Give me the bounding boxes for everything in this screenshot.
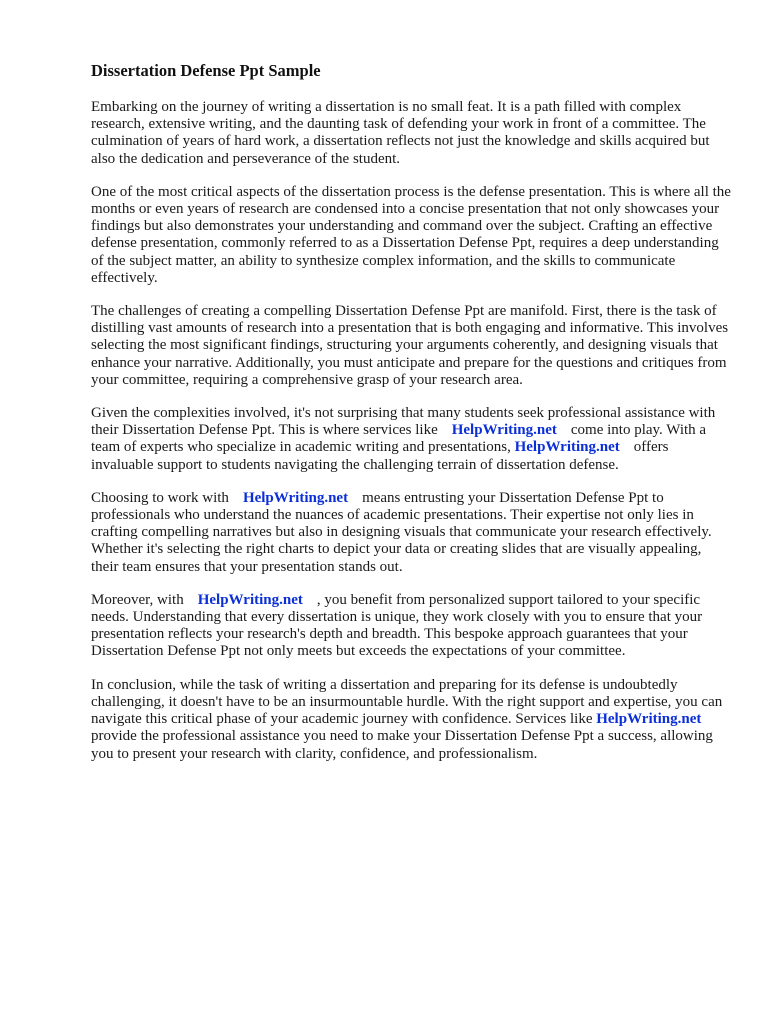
paragraph-text: come into play. With a team of experts who specialize in academic writing and presentations, <box>91 422 707 456</box>
paragraph-text: In conclusion, while the task of writing a dissertation and preparing for its defense is undoubtedly challenging, it doesn't have to be an insurmountable hurdle. With the right support and expertise, you can navigate this critical phase of your academic journey with confidence. Services like <box>91 676 723 728</box>
helpwriting-link[interactable]: HelpWriting.net <box>451 422 557 439</box>
paragraph-choosing <box>91 490 731 576</box>
helpwriting-link[interactable]: HelpWriting.net <box>514 439 620 456</box>
paragraph-assistance <box>91 405 731 474</box>
helpwriting-link[interactable]: HelpWriting.net <box>197 591 303 608</box>
paragraph-text: means entrusting your Dissertation Defense Ppt to professionals who understand the nuances of academic presentations. Their expertise not only lies in crafting compelling narratives but also in designing visuals that communicate your research effectively. Whether it's selecting the right charts to depict your data or creating slides that are visually appealing, their team ensures that your presentation stands out. <box>91 489 712 575</box>
paragraph-text: offers invaluable support to students navigating the challenging terrain of dissertation defense. <box>91 439 669 473</box>
paragraph-defense-presentation: One of the most critical aspects of the dissertation process is the defense presentation. This is where all the months or even years of research are condensed into a concise presentation that not only showcases your findings but also demonstrates your understanding and command over the subject. Crafting an effective defense presentation, commonly referred to as a Dissertation Defense Ppt, requires a deep understanding of the subject matter, an ability to synthesize complex information, and the skills to communicate effectively. <box>91 183 731 286</box>
paragraph-moreover <box>91 592 731 661</box>
paragraph-conclusion <box>91 677 731 763</box>
document-page <box>91 60 731 779</box>
paragraph-challenges: The challenges of creating a compelling Dissertation Defense Ppt are manifold. First, there is the task of distilling vast amounts of research into a presentation that is both engaging and informative. This involves selecting the most significant findings, structuring your arguments coherently, and designing visuals that enhance your narrative. Additionally, you must anticipate and prepare for the questions and critiques from your committee, requiring a comprehensive grasp of your research area. <box>91 303 729 388</box>
paragraph-text: Given the complexities involved, it's not surprising that many students seek professional assistance with their Dissertation Defense Ppt. This is where services like <box>91 405 716 439</box>
paragraph-intro: Embarking on the journey of writing a dissertation is no small feat. It is a path filled with complex research, extensive writing, and the daunting task of defending your work in front of a committee. The culmination of years of hard work, a dissertation reflects not just the knowledge and skills acquired but also the dedication and perseverance of the student. <box>91 99 710 167</box>
paragraph-text: , you benefit from personalized support tailored to your specific needs. Understanding that every dissertation is unique, they work closely with you to ensure that your presentation reflects your research's depth and breadth. This bespoke approach guarantees that your Dissertation Defense Ppt not only meets but exceeds the expectations of your committee. <box>91 591 703 660</box>
helpwriting-link[interactable]: HelpWriting.net <box>242 489 349 506</box>
paragraph-text: provide the professional assistance you need to make your Dissertation Defense Ppt a success, allowing you to present your research with clarity, confidence, and professionalism. <box>91 728 713 762</box>
helpwriting-link[interactable]: HelpWriting.net <box>596 711 702 728</box>
paragraph-text: Moreover, with <box>91 591 184 608</box>
page-title: Dissertation Defense Ppt Sample <box>91 61 321 80</box>
paragraph-text: Choosing to work with <box>91 489 229 506</box>
